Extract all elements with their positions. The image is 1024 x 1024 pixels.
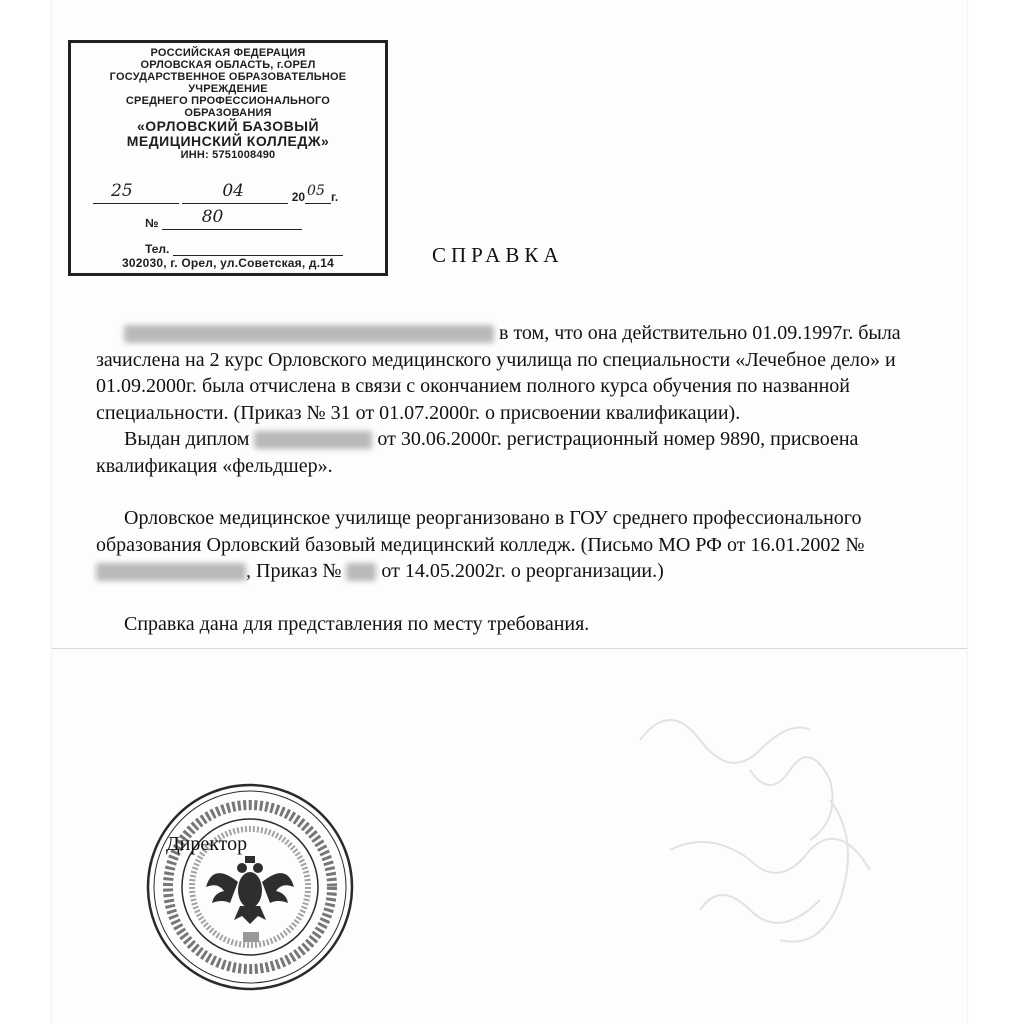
- document-title: СПРАВКА: [432, 243, 564, 267]
- redacted-diploma-number: [254, 431, 372, 449]
- stamp-year-prefix: 20: [291, 190, 306, 204]
- stamp-line-3: ГОСУДАРСТВЕННОЕ ОБРАЗОВАТЕЛЬНОЕ: [109, 71, 347, 83]
- paragraph-reorganization: [96, 505, 916, 585]
- stamp-phone-label: Тел.: [145, 242, 170, 256]
- stamp-date-row: [93, 181, 367, 204]
- stamp-line-5: СРЕДНЕГО ПРОФЕССИОНАЛЬНОГО: [125, 95, 331, 107]
- page-fold-line: [52, 648, 967, 649]
- stamp-number-value: 80: [201, 207, 224, 227]
- stamp-line-2: ОРЛОВСКАЯ ОБЛАСТЬ, г.ОРЕЛ: [140, 59, 316, 71]
- paragraph-diploma: [96, 426, 916, 479]
- document-body: [96, 320, 916, 637]
- paragraph-enrollment: [96, 320, 916, 426]
- corner-institution-stamp: [68, 40, 388, 276]
- stamp-number-label: №: [145, 216, 159, 230]
- round-official-seal: [145, 782, 355, 992]
- director-signature-label: Директор: [166, 833, 248, 855]
- stamp-date-month: 04: [222, 181, 244, 201]
- stamp-year-suffix: 05: [307, 183, 325, 199]
- paragraph-reorg-text-end: от 14.05.2002г. о реорганизации.): [376, 560, 664, 582]
- paragraph-reorg-text-middle: , Приказ №: [246, 560, 347, 582]
- stamp-date-day: 25: [111, 181, 133, 201]
- stamp-name-line-1: «ОРЛОВСКИЙ БАЗОВЫЙ: [136, 118, 320, 134]
- paragraph-purpose: Справка дана для представления по месту требования.: [124, 612, 590, 635]
- redacted-order-number: [346, 563, 376, 581]
- stamp-address: 302030, г. Орел, ул.Советская, д.14: [121, 256, 335, 270]
- stamp-name-line-2: МЕДИЦИНСКИЙ КОЛЛЕДЖ»: [126, 133, 330, 149]
- stamp-phone-row: [145, 241, 367, 256]
- stamp-line-4: УЧРЕЖДЕНИЕ: [188, 83, 268, 95]
- redacted-name: [124, 325, 494, 343]
- stamp-year-label: г.: [331, 190, 339, 204]
- redacted-letter-number: [96, 563, 246, 581]
- paragraph-diploma-text-start: Выдан диплом: [124, 428, 255, 450]
- faint-bleed-through-scribbles: [600, 650, 960, 1010]
- paragraph-diploma-text-end: от 30.06.2000г. регистрационный номер 9890, присвоена квалификация «фельдшер».: [96, 428, 859, 477]
- paragraph-enrollment-text: в том, что она действительно 01.09.1997г. была зачислена на 2 курс Орловского медицинского училища по специальности «Лечебное дело» и 01.09.2000г. была отчислена в связи с окончанием полного курса обучения по названной специальности. (Приказ № 31 от 01.07.2000г. о присвоении квалификации).: [96, 322, 901, 424]
- stamp-number-row: [145, 207, 367, 230]
- paragraph-reorg-text-start: Орловское медицинское училище реорганизовано в ГОУ среднего профессионального образования Орловский базовый медицинский колледж. (Письмо МО РФ от 16.01.2002 №: [96, 507, 865, 556]
- stamp-line-1: РОССИЙСКАЯ ФЕДЕРАЦИЯ: [150, 47, 306, 59]
- stamp-line-6: ОБРАЗОВАНИЯ: [184, 107, 272, 119]
- stamp-inn: ИНН: 5751008490: [180, 149, 276, 161]
